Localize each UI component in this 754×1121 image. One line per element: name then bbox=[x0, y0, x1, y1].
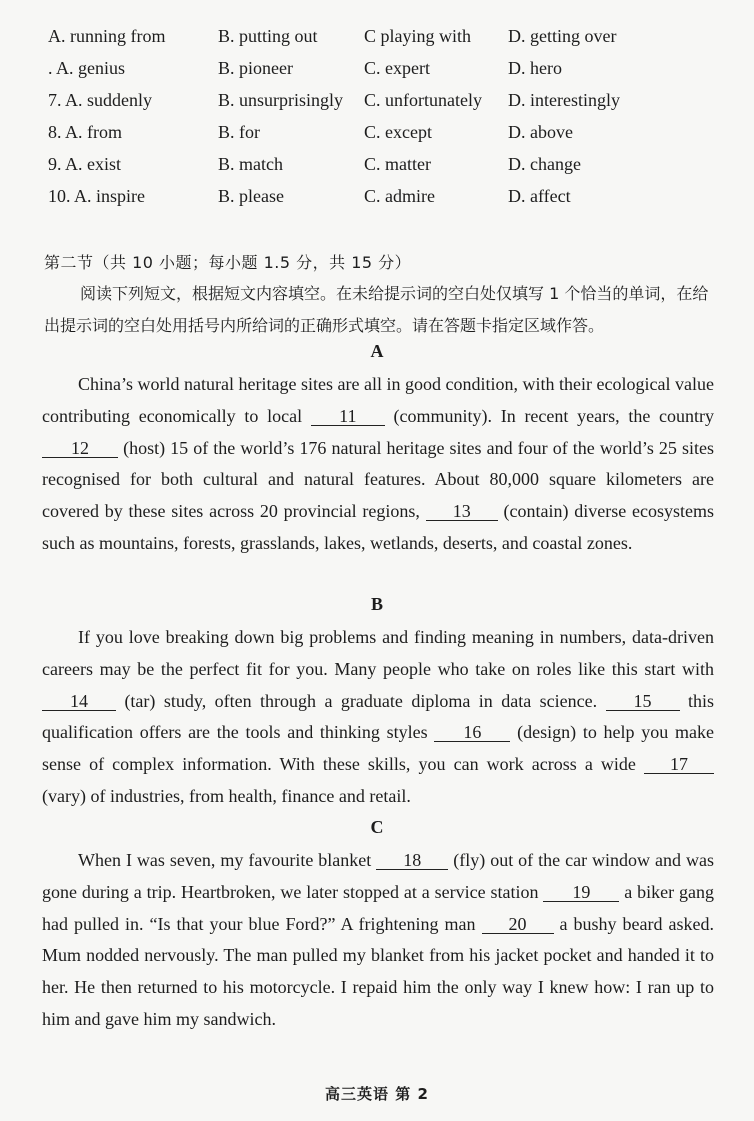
blank-14: 14 bbox=[42, 692, 116, 711]
passage-text: When I was seven, my favourite blanket bbox=[78, 850, 377, 870]
blank-19: 19 bbox=[543, 883, 619, 902]
option-b: B. match bbox=[218, 154, 283, 174]
passage-text: (host) 15 of the world’s 176 natural heritage sites and four of the world’s 25 sites recognised for both cultural and natural features. About 80,000 square kilometers are covered by these sites across 20 provincial regions, bbox=[42, 437, 714, 522]
passage-text: (community). In recent years, the country bbox=[384, 405, 715, 426]
option-d: D. interestingly bbox=[508, 90, 620, 110]
passage-text: retail. bbox=[369, 785, 411, 806]
passage-a-label: A bbox=[370, 341, 384, 361]
blank-15: 15 bbox=[606, 692, 680, 711]
passage-text: (fly) out of the car window and was gone during a trip. Heartbroken, we later stopped at a service station bbox=[42, 850, 714, 902]
blank-13: 13 bbox=[426, 502, 498, 521]
option-a: 9. A. exist bbox=[48, 154, 122, 174]
page-footer: 高三英语 第 2 bbox=[325, 1085, 429, 1103]
passage-text: a bushy beard asked. Mum nodded nervously. The man pulled my blanket from his jacket pocket and handed it to her. He then returned to his motorcycle. I repaid him the only way I knew how: I ran up to him and gave him my sandwich. bbox=[42, 913, 714, 1029]
option-a: 8. A. from bbox=[48, 122, 122, 142]
option-b: B. please bbox=[218, 186, 284, 206]
option-row-6 bbox=[40, 58, 730, 88]
option-c: C. unfortunately bbox=[364, 90, 482, 110]
passage-c-label: C bbox=[370, 817, 384, 837]
option-d: D. getting over bbox=[508, 26, 617, 46]
blank-16: 16 bbox=[434, 723, 510, 742]
option-row-9 bbox=[40, 154, 730, 184]
option-a: A. running from bbox=[48, 26, 166, 46]
option-row-10 bbox=[40, 186, 730, 216]
option-row-8 bbox=[40, 122, 730, 152]
passage-text: a biker gang had pulled in. “Is that your blue Ford?” A frightening man bbox=[42, 881, 714, 934]
option-row-5 bbox=[40, 26, 730, 56]
passage-b bbox=[42, 622, 714, 813]
passage-c bbox=[42, 845, 714, 1036]
blank-17: 17 bbox=[644, 755, 714, 774]
blank-12: 12 bbox=[42, 439, 118, 458]
passage-text: China’s world natural heritage sites are all in good condition, with their ecological value contributing economically to local bbox=[42, 374, 714, 426]
option-d: D. affect bbox=[508, 186, 571, 206]
blank-20: 20 bbox=[482, 915, 554, 934]
option-a: . A. genius bbox=[48, 58, 126, 78]
option-b: B. putting out bbox=[218, 26, 318, 46]
passage-text: (vary) of industries, from health, finance and bbox=[42, 785, 370, 806]
passage-a bbox=[42, 369, 714, 560]
option-row-7 bbox=[40, 90, 730, 120]
option-c: C. matter bbox=[364, 154, 431, 174]
option-d: D. hero bbox=[508, 58, 562, 78]
option-b: B. unsurprisingly bbox=[218, 90, 344, 110]
passage-text: (contain) diverse ecosystems such as mountains, forests, grasslands, lakes, wetlands, deserts, and coastal zones. bbox=[42, 501, 714, 553]
option-b: B. pioneer bbox=[218, 58, 293, 78]
option-d: D. change bbox=[508, 154, 581, 174]
passage-text: (design) to help you make sense of complex information. With these skills, you can work across a wide bbox=[42, 722, 714, 775]
section-instruction: 阅读下列短文，根据短文内容填空。在未给提示词的空白处仅填写 1 个恰当的单词，在给出提示词的空白处用括号内所给词的正确形式填空。请在答题卡指定区域作答。 bbox=[44, 284, 709, 335]
blank-18: 18 bbox=[376, 851, 448, 870]
passage-b-label: B bbox=[370, 594, 383, 614]
passage-text: (tar) study, often through a graduate diploma in data science. bbox=[116, 690, 606, 711]
option-c: C. expert bbox=[364, 58, 430, 78]
option-d: D. above bbox=[508, 122, 573, 142]
option-c: C playing with bbox=[364, 26, 471, 46]
option-c: C. except bbox=[364, 122, 432, 142]
passage-text: this qualification offers are the tools and thinking styles bbox=[42, 690, 714, 743]
passage-text: If you love breaking down big problems and finding meaning in numbers, data-driven careers may be the perfect fit for you. Many people who take on roles like this start with bbox=[42, 627, 714, 679]
option-b: B. for bbox=[218, 122, 260, 142]
option-a: 10. A. inspire bbox=[48, 186, 145, 206]
option-a: 7. A. suddenly bbox=[48, 90, 153, 110]
blank-11: 11 bbox=[311, 407, 385, 426]
section-heading: 第二节（共 10 小题；每小题 1.5 分，共 15 分） bbox=[44, 253, 412, 272]
option-c: C. admire bbox=[364, 186, 435, 206]
